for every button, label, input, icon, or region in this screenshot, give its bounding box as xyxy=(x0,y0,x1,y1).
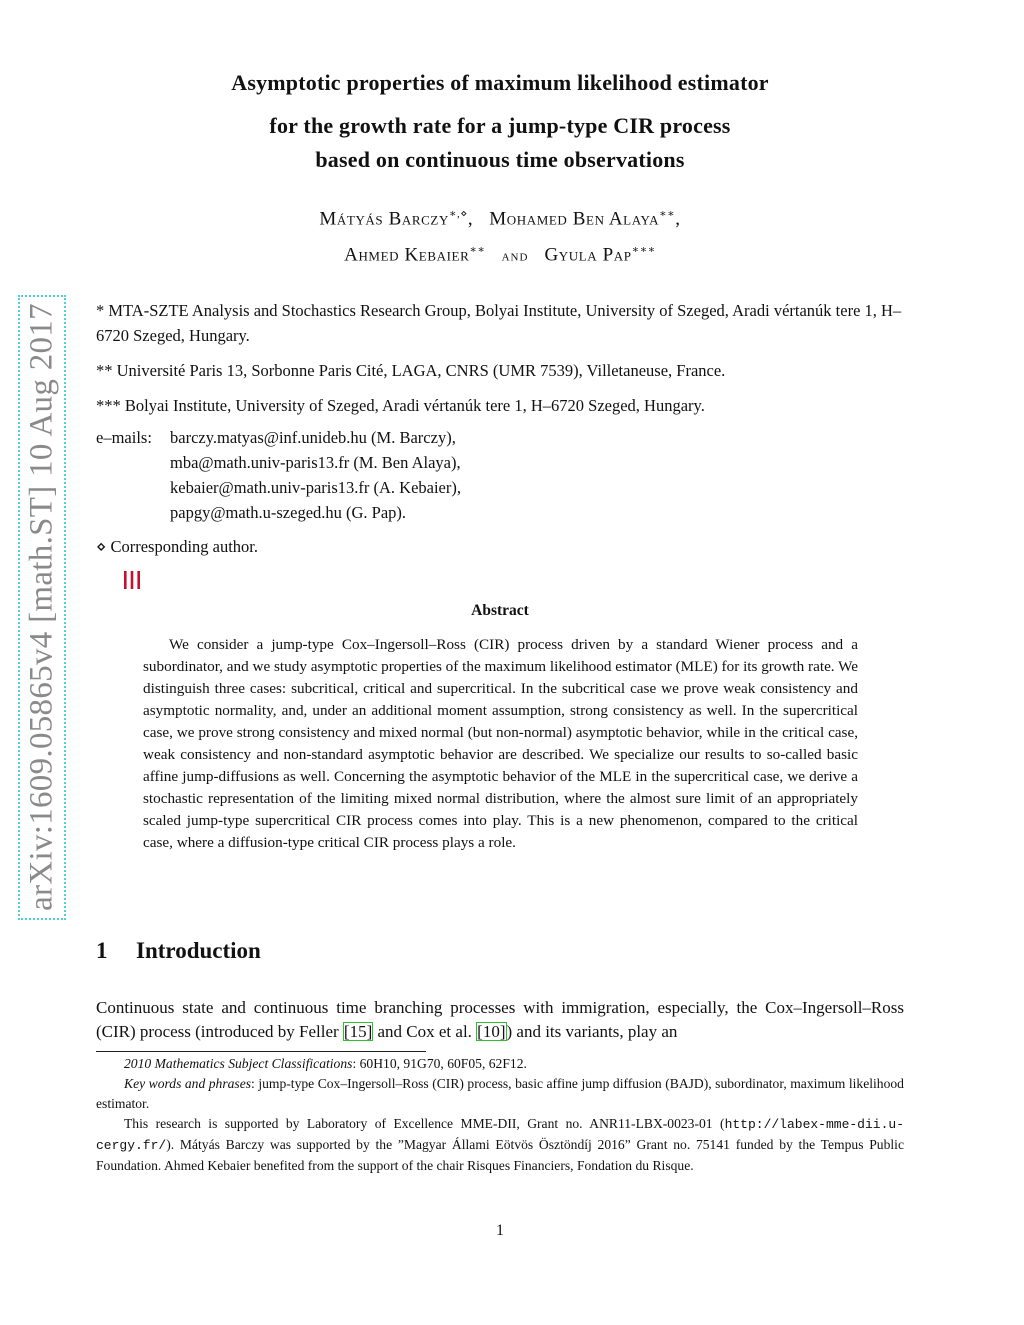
footnote-text: ). Mátyás Barczy was supported by the ”Magyar Állami Eötvös Ösztöndíj 2016” Grant no. 75141 funded by the Tempus Public Foundation. Ahmed Kebaier benefited from the support of the chair Risques Financiers, Fondation du Risque. xyxy=(96,1137,904,1173)
arxiv-identifier[interactable]: arXiv:1609.05865v4 [math.ST] 10 Aug 2017 xyxy=(23,303,60,911)
author-mark: ∗∗ xyxy=(659,208,676,220)
paper-title-line-3: based on continuous time observations xyxy=(315,147,685,172)
email-address[interactable]: papgy@math.u-szeged.hu (G. Pap). xyxy=(170,503,407,522)
author-mark: ∗∗∗ xyxy=(631,244,656,256)
author-name: Mátyás Barczy xyxy=(319,208,449,230)
author-line-2 xyxy=(0,243,1000,266)
author-name: Mohamed Ben Alaya xyxy=(489,208,660,230)
author-mark: ∗,⋄ xyxy=(448,208,468,220)
affiliation-1: * MTA-SZTE Analysis and Stochastics Research Group, Bolyai Institute, University of Szeged, Aradi vértanúk tere 1, H–6720 Szeged, Hungary. xyxy=(96,301,902,345)
footnote-value: : 60H10, 91G70, 60F05, 62F12. xyxy=(352,1056,527,1071)
affiliation-2: ** Université Paris 13, Sorbonne Paris Cité, LAGA, CNRS (UMR 7539), Villetaneuse, France. xyxy=(96,361,726,380)
red-bookmark-icon xyxy=(122,570,142,590)
and-word: and xyxy=(501,248,529,265)
email-address[interactable]: kebaier@math.univ-paris13.fr (A. Kebaier), xyxy=(170,478,461,497)
footnote-value: : jump-type Cox–Ingersoll–Ross (CIR) process, basic affine jump diffusion (BAJD), subordinator, maximum likelihood estimator. xyxy=(96,1076,904,1111)
citation-link[interactable]: [15] xyxy=(343,1022,373,1041)
intro-text-part: ) and its variants, play an xyxy=(506,1022,678,1041)
footnote-msc xyxy=(96,1054,904,1074)
footnote-rule xyxy=(96,1051,426,1052)
section-number: 1 xyxy=(96,938,108,963)
page-number: 1 xyxy=(496,1222,504,1239)
abstract-heading: Abstract xyxy=(471,602,529,619)
emails-label: e–mails: xyxy=(96,428,152,447)
footnote-text: This research is supported by Laboratory of Excellence MME-DII, Grant no. ANR11-LBX-0023-01 ( xyxy=(124,1116,725,1131)
footnote-label: 2010 Mathematics Subject Classifications xyxy=(124,1056,353,1071)
paper-title-line-2: for the growth rate for a jump-type CIR process xyxy=(269,113,731,138)
section-title: Introduction xyxy=(136,938,261,963)
email-address[interactable]: mba@math.univ-paris13.fr (M. Ben Alaya), xyxy=(170,453,461,472)
footnote-support xyxy=(96,1114,904,1176)
author-mark: ∗∗ xyxy=(469,244,486,256)
email-address[interactable]: barczy.matyas@inf.unideb.hu (M. Barczy), xyxy=(170,428,456,447)
paper-title-line-1: Asymptotic properties of maximum likelihood estimator xyxy=(231,70,769,95)
introduction-paragraph xyxy=(96,996,904,1044)
author-line-1: Mátyás Barczy∗,⋄, Mohamed Ben Alaya∗∗, xyxy=(319,208,681,230)
labex-url-link[interactable]: http://labex-mme-dii.u-cergy.fr/ xyxy=(96,1117,904,1153)
author-name: Gyula Pap xyxy=(544,244,632,266)
footnote-keywords xyxy=(96,1074,904,1114)
footnote-label: Key words and phrases xyxy=(124,1076,252,1091)
intro-text-part: Continuous state and continuous time branching processes with immigration, especially, the Cox–Ingersoll–Ross (CIR) process (introduced by Feller xyxy=(96,998,904,1041)
affiliation-3: *** Bolyai Institute, University of Szeged, Aradi vértanúk tere 1, H–6720 Szeged, Hungary. xyxy=(96,396,705,415)
abstract-body: We consider a jump-type Cox–Ingersoll–Ross (CIR) process driven by a standard Wiener process and a subordinator, and we study asymptotic properties of the maximum likelihood estimator (MLE) for its growth rate. We distinguish three cases: subcritical, critical and supercritical. In the subcritical case we prove weak consistency and asymptotic normality, and, under an additional moment assumption, strong consistency as well. In the supercritical case, we prove strong consistency and mixed normal (but non-normal) asymptotic behavior, while in the critical case, weak consistency and non-standard asymptotic behavior are described. We specialize our results to so-called basic affine jump-diffusions as well. Concerning the asymptotic behavior of the MLE in the supercritical case, we derive a stochastic representation of the limiting mixed normal distribution, where the almost sure limit of an appropriately scaled jump-type supercritical CIR process comes into play. This is a new phenomenon, compared to the critical case, where a diffusion-type critical CIR process plays a role. xyxy=(143,636,858,851)
author-name: Ahmed Kebaier xyxy=(344,244,470,266)
intro-text-part: and Cox et al. xyxy=(373,1022,477,1041)
citation-link[interactable]: [10] xyxy=(477,1022,506,1041)
section-heading xyxy=(96,938,261,964)
corresponding-author-note: ⋄ Corresponding author. xyxy=(96,537,259,556)
